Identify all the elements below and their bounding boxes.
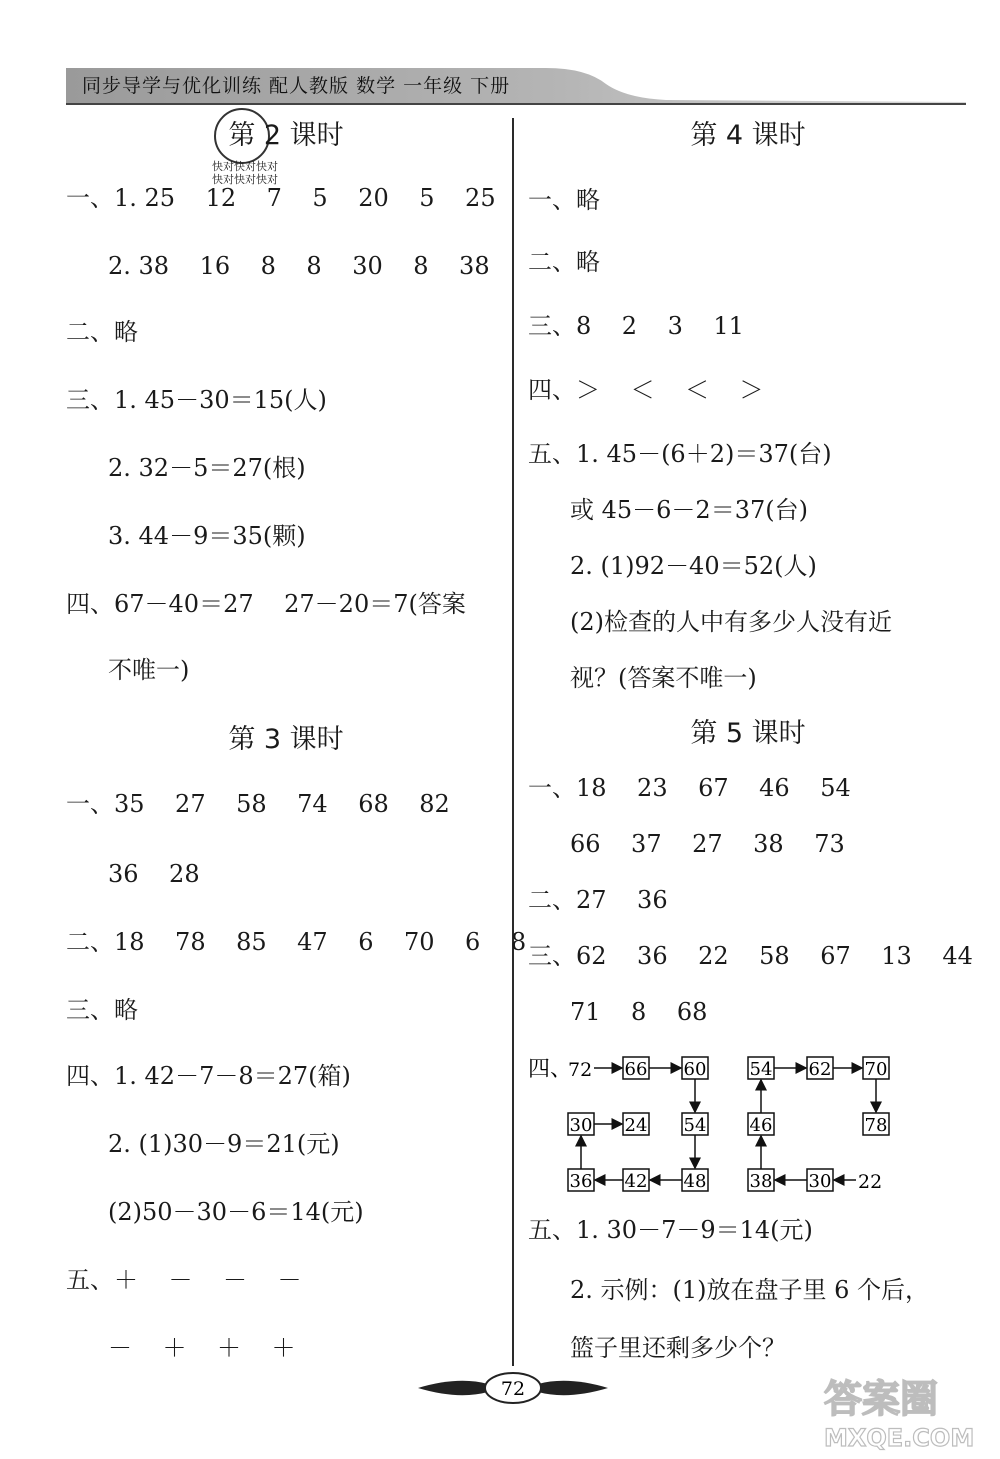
- chain-right-box-1: 38: [749, 1171, 773, 1192]
- chain-left-box-4: 42: [624, 1171, 648, 1192]
- watermark-logo: [820, 1372, 995, 1452]
- chain-right-box-4: 62: [808, 1059, 832, 1080]
- chain-left-box-3: 48: [683, 1171, 707, 1192]
- chain-left-box-5: 36: [569, 1171, 593, 1192]
- lesson-5-q2: 二、27 36: [528, 886, 668, 914]
- chain-left-box-1: 60: [683, 1059, 707, 1080]
- chain-right-box-5: 70: [864, 1059, 888, 1080]
- lesson-2-q1-line2: 2. 38 16 8 8 30 8 38: [108, 252, 490, 280]
- chain-label: 四、: [528, 1057, 573, 1082]
- chain-left-box-2: 54: [683, 1115, 707, 1136]
- lesson-4-q2: 二、略: [528, 248, 600, 276]
- lesson-4-q3: 三、8 2 3 11: [528, 312, 744, 340]
- column-divider: [512, 118, 514, 1366]
- lesson-4-q5-2c: 视？(答案不唯一): [570, 664, 757, 692]
- stamp-line-2: 快对快对快对: [212, 173, 278, 186]
- chain-left-box-6: 30: [569, 1115, 593, 1136]
- chain-right-start: 22: [858, 1171, 883, 1193]
- lesson-2-q4-b: 不唯一): [108, 656, 190, 684]
- lesson-3-q5-a: 五、＋ － － －: [66, 1266, 302, 1294]
- lesson-3-q4-3: (2)50－30－6＝14(元): [108, 1198, 364, 1226]
- lesson-4-q4: 四、＞ ＜ ＜ ＞: [528, 376, 764, 404]
- chain-right-box-2: 46: [749, 1115, 773, 1136]
- lesson-5-title: 第 5 课时: [690, 718, 806, 749]
- header-title: 同步导学与优化训练 配人教版 数学 一年级 下册: [82, 75, 511, 97]
- lesson-4-q5-2: 2. (1)92－40＝52(人): [570, 552, 817, 580]
- lesson-3-q3: 三、略: [66, 996, 138, 1024]
- number-chain-diagram: [528, 1048, 948, 1198]
- lesson-3-q4-1: 四、1. 42－7－8＝27(箱): [66, 1062, 351, 1090]
- lesson-2-q1-line1: 一、1. 25 12 7 5 20 5 25: [66, 184, 496, 212]
- lesson-3-q1-b: 36 28: [108, 860, 200, 888]
- chain-left-box-7: 24: [624, 1115, 648, 1136]
- lesson-4-q5-1b: 或 45－6－2＝37(台): [570, 496, 808, 524]
- lesson-5-q1-b: 66 37 27 38 73: [570, 830, 845, 858]
- chain-right-box-0: 30: [808, 1171, 832, 1192]
- lesson-2-q3-1: 三、1. 45－30＝15(人): [66, 386, 327, 414]
- watermark-bottom: MXQE.COM: [824, 1424, 975, 1452]
- chain-left-start: 72: [568, 1059, 593, 1081]
- stamp-line-1: 快对快对快对: [212, 160, 278, 173]
- lesson-3-q1-a: 一、35 27 58 74 68 82: [66, 790, 450, 818]
- lesson-2-q3-3: 3. 44－9＝35(颗): [108, 522, 306, 550]
- lesson-2-q4-a: 四、67－40＝27 27－20＝7(答案: [66, 590, 466, 618]
- lesson-5-q5-2b: 篮子里还剩多少个？: [570, 1334, 786, 1362]
- chain-right-box-3: 54: [749, 1059, 773, 1080]
- lesson-2-q2: 二、略: [66, 318, 138, 346]
- lesson-3-title: 第 3 课时: [228, 724, 344, 755]
- lesson-3-q4-2: 2. (1)30－9＝21(元): [108, 1130, 340, 1158]
- watermark-top: 答案圈: [824, 1377, 939, 1421]
- lesson-5-q5-1: 五、1. 30－7－9＝14(元): [528, 1216, 813, 1244]
- lesson-4-q5-2b: (2)检查的人中有多少人没有近: [570, 608, 892, 636]
- page-number: 72: [500, 1378, 526, 1400]
- lesson-5-q3-a: 三、62 36 22 58 67 13 44: [528, 942, 973, 970]
- chain-left-box-0: 66: [624, 1059, 648, 1080]
- lesson-5-q5-2: 2. 示例：(1)放在盘子里 6 个后，: [570, 1276, 930, 1304]
- page-number-ornament: [418, 1368, 608, 1408]
- lesson-4-q5-1: 五、1. 45－(6＋2)＝37(台): [528, 440, 832, 468]
- lesson-3-q2: 二、18 78 85 47 6 70 6 8: [66, 928, 527, 956]
- lesson-2-title: 第 2 课时: [228, 120, 344, 151]
- lesson-2-q3-2: 2. 32－5＝27(根): [108, 454, 306, 482]
- lesson-3-q5-b: － ＋ ＋ ＋: [108, 1334, 296, 1362]
- chain-right-box-6: 78: [864, 1115, 888, 1136]
- lesson-4-q1: 一、略: [528, 186, 600, 214]
- lesson-5-q3-b: 71 8 68: [570, 998, 708, 1026]
- lesson-5-q1-a: 一、18 23 67 46 54: [528, 774, 851, 802]
- lesson-4-title: 第 4 课时: [690, 120, 806, 151]
